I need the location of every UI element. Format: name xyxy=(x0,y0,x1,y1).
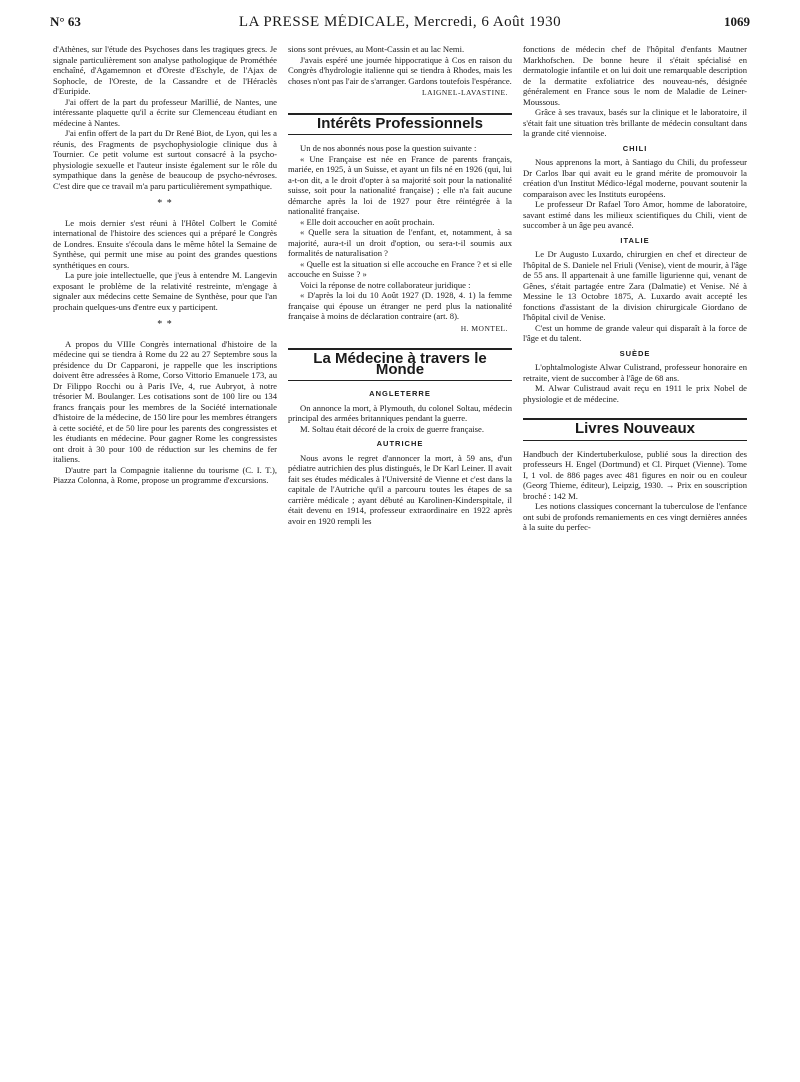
paragraph: Nous avons le regret d'annoncer la mort, à 59 ans, d'un pédiatre autrichien des plus distingués, le Dr Karl Leiner. Il avait fait ses études médicales à l'Université de Vienne et c'est dans la capitale de l'Autriche qu'il a parcouru toutes les étapes de sa carrière médicale ; ayant débuté au Karolinen-Kinderspitale, il était devenu en 1914, professeur extraordinaire en 1922 après avoir en 1920 rempli les xyxy=(288,452,512,526)
paragraph: Le mois dernier s'est réuni à l'Hôtel Colbert le Comité international de l'histoire des sciences qui a préparé le Congrès de Londres. Ensuite s'écoula dans le même hôtel la Semaine de Synthèse, qui permit une mise au point des grandes questions synthétiques en cours. xyxy=(53,217,277,270)
paragraph: L'ophtalmologiste Alwar Culistrand, professeur honoraire en retraite, vient de succomber à l'âge de 68 ans. xyxy=(523,362,747,383)
book-review: Handbuch der Kindertuberkulose, publié sous la direction des professeurs H. Engel (Dortmund) et Cl. Pirquet (Vienne). Tome I, 1 vol. de 886 pages avec 481 figures en noir ou en couleur (Georg Thieme, éditeur), Leipzig, 1930. → Prix en souscription broché : 142 M. xyxy=(523,448,747,501)
paragraph: M. Soltau était décoré de la croix de guerre française. xyxy=(300,423,484,434)
newspaper-page xyxy=(50,14,750,1074)
paragraph: « Elle doit accoucher en août prochain. xyxy=(300,216,435,227)
issue-number: N° 63 xyxy=(50,14,81,29)
paragraph: d'Athènes, sur l'étude des Psychoses dans les tragiques grecs. Je signale particulièrement son analyse pathologique de Prométhée enchaîné, d'Agamemnon et d'Oreste d'Eschyle, de l'Ajax de Sophocle, de l'Oreste, de la Cassandre et de l'Héraclès d'Euripide. xyxy=(53,44,277,96)
paragraph: D'autre part la Compagnie italienne du tourisme (C. I. T.), Piazza Colonna, à Rome, propose un programme d'excursions. xyxy=(53,464,277,485)
paragraph: fonctions de médecin chef de l'hôpital d'enfants Mautner Markhofschen. De bonne heure il s'était spécialisé en dermatologie infantile et on lui doit une remarquable description de la dermatite exfoliatrice des nouveau-nés, désignée généralement en France sous le nom de Maladie de Leiner-Moussous. xyxy=(523,44,747,107)
paragraph: Les notions classiques concernant la tuberculose de l'enfance ont subi de profonds remaniements en ces vingt dernières années à la suite du perfec- xyxy=(523,501,747,532)
paragraph: Voici la réponse de notre collaborateur juridique : xyxy=(300,279,471,290)
paragraph: « Quelle est la situation si elle accouche en France ? et si elle accouche en Suisse ? » xyxy=(288,258,512,279)
country-heading: SUÈDE xyxy=(619,348,651,358)
page-number: 1069 xyxy=(724,14,750,29)
country-heading: ITALIE xyxy=(620,235,650,245)
journal-title: LA PRESSE MÉDICALE, Mercredi, 6 Août 1930 xyxy=(238,14,562,30)
section-title: Livres Nouveaux xyxy=(523,418,747,441)
paragraph: Un de nos abonnés nous pose la question suivante : xyxy=(300,143,477,153)
paragraph: La pure joie intellectuelle, que j'eus à entendre M. Langevin exposant le problème de la relativité restreinte, m'engage à signaler aux médecins cette Semaine de Synthèse, pour que l'an prochain quelques-uns d'entre eux y participent. xyxy=(53,270,277,312)
paragraph: Le professeur Dr Rafael Toro Amor, homme de laboratoire, savant estimé dans les milieux scientifiques du Chili, vient de succomber à un âge peu avancé. xyxy=(523,199,747,230)
author-signature: H. MONTEL. xyxy=(460,323,508,333)
paragraph: « Une Française est née en France de parents français, mariée, en 1925, à un Suisse, et ayant un fils né en 1926 (qui, lui a-t-on dit, a le droit d'opter à sa majorité soit pour la nationalité suisse, soit pour la nationalité française) ; elle n'a fait aucune démarche après la loi de 1927 pour être réintégrée à la nationalité française. xyxy=(288,153,512,216)
column-2 xyxy=(285,44,515,1074)
paragraph: M. Alwar Culistraud avait reçu en 1911 le prix Nobel de physiologie et de médecine. xyxy=(523,383,747,404)
paragraph: « Quelle sera la situation de l'enfant, et, notamment, à sa majorité, aura-t-il un droit d'option, ou sera-t-il soumis aux formalités de naturalisation ? xyxy=(288,227,512,258)
paragraph: C'est un homme de grande valeur qui disparaît à la force de l'âge et du talent. xyxy=(523,322,747,343)
author-signature: LAIGNEL-LAVASTINE. xyxy=(421,88,508,97)
column-3 xyxy=(520,44,750,1074)
page-header xyxy=(50,14,750,38)
section-title: Intérêts Professionnels xyxy=(288,113,512,136)
country-heading: AUTRICHE xyxy=(376,439,424,448)
paragraph: « D'après la loi du 10 Août 1927 (D. 1928, 4. 1) la femme française qui épouse un étranger ne perd plus la nationalité française à moins de déclaration contraire (art. 8). xyxy=(288,290,512,321)
country-heading: ANGLETERRE xyxy=(369,389,431,398)
columns xyxy=(50,44,750,1074)
paragraph: sions sont prévues, au Mont-Cassin et au lac Nemi. xyxy=(288,44,465,54)
section-title: La Médecine à travers le Monde xyxy=(288,348,512,381)
paragraph: A propos du VIIIe Congrès international d'histoire de la médecine qui se tiendra à Rome du 22 au 27 Septembre sous la présidence du Dr Capparoni, je rappelle que les inscriptions doivent être adressées à Rome, Corso Vittorio Emanuele 173, au Dr Filippo Rocchi ou à Paris IVe, 4, rue Aubryot, à notre trésorier M. Boulanger. Les cotisations sont de 100 lire ou 134 francs français pour les membres de la Société internationale d'histoire de la médecine, de 150 lire pour les membres étrangers à cette société, et de 50 lire pour les parents des congressistes et les étudiants en médecine. Pour gagner Rome les congressistes ont droit à 30 pour 100 de réduction sur les chemins de fer italiens. xyxy=(53,338,277,464)
paragraph: Nous apprenons la mort, à Santiago du Chili, du professeur Dr Carlos Ibar qui avait eu le grand mérite de promouvoir la création d'un Institut Médico-légal moderne, pouvant soutenir la comparaison avec les Instituts européens. xyxy=(523,157,747,199)
paragraph: J'avais espéré une journée hippocratique à Cos en raison du Congrès d'hydrologie italienne qui se tiendra à Rhodes, mais les choses n'ont pas l'air de s'arranger. Gardons toutefois l'espérance. xyxy=(288,54,512,86)
section-separator: * * xyxy=(157,319,173,330)
column-1 xyxy=(50,44,280,1074)
paragraph: On annonce la mort, à Plymouth, du colonel Soltau, médecin principal des armées britanniques pendant la guerre. xyxy=(288,402,512,423)
country-heading: CHILI xyxy=(622,143,648,153)
paragraph: J'ai enfin offert de la part du Dr René Biot, de Lyon, qui les a réunis, des Fragments de psychophysiologie clinique dus à Tournier. Ce petit volume est surtout consacré à la psycho-physiologie sexuelle et l'auteur insiste également sur le rôle du sympathique dans la genèse de beaucoup de psycho-névroses. C'est dire que ce travail m'a paru particulièrement sympathique. xyxy=(53,128,277,191)
paragraph: J'ai offert de la part du professeur Marillié, de Nantes, une intéressante plaquette qu'il a écrite sur Clemenceau étudiant en médecine à Nantes. xyxy=(53,96,277,128)
paragraph: Le Dr Augusto Luxardo, chirurgien en chef et directeur de l'hôpital de S. Daniele nel Friuli (Venise), vient de mourir, à l'âge de 55 ans. Il appartenait à une famille ligurienne qui, venant de Gênes, s'était partagée entre Zara (Dalmatie) et Venise. Né à Messine le 13 Octobre 1875, A. Luxardo avait accepté les fonctions d'assistant de la division chirurgicale Giordano de l'hôpital civil de Venise. xyxy=(523,249,747,322)
paragraph: Grâce à ses travaux, basés sur la clinique et le laboratoire, il s'était fait une situation très brillante de médecin consultant dans la grande cité viennoise. xyxy=(523,107,747,138)
section-separator: * * xyxy=(157,198,173,209)
